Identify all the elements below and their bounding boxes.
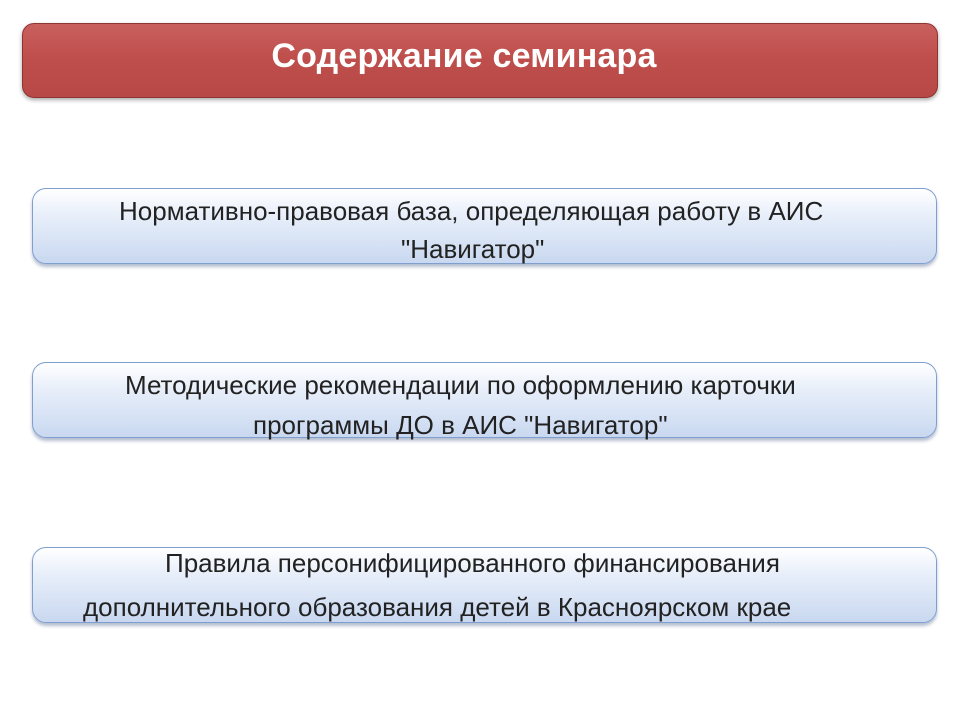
agenda-item-2-line-1: Методические рекомендации по оформлению карточки <box>125 370 796 400</box>
title-banner <box>22 23 938 98</box>
agenda-item-3 <box>32 547 937 623</box>
agenda-item-3-line-2: дополнительного образования детей в Красноярском крае <box>83 592 792 622</box>
agenda-item-1 <box>32 188 937 264</box>
agenda-item-2-line-2: программы ДО в АИС "Навигатор" <box>253 410 668 440</box>
slide-title: Содержание семинара <box>271 37 657 75</box>
agenda-item-2 <box>32 362 937 438</box>
agenda-item-1-line-2: "Навигатор" <box>401 234 545 264</box>
agenda-item-3-line-1: Правила персонифицированного финансирования <box>165 548 780 578</box>
agenda-item-1-line-1: Нормативно-правовая база, определяющая работу в АИС <box>119 196 824 226</box>
